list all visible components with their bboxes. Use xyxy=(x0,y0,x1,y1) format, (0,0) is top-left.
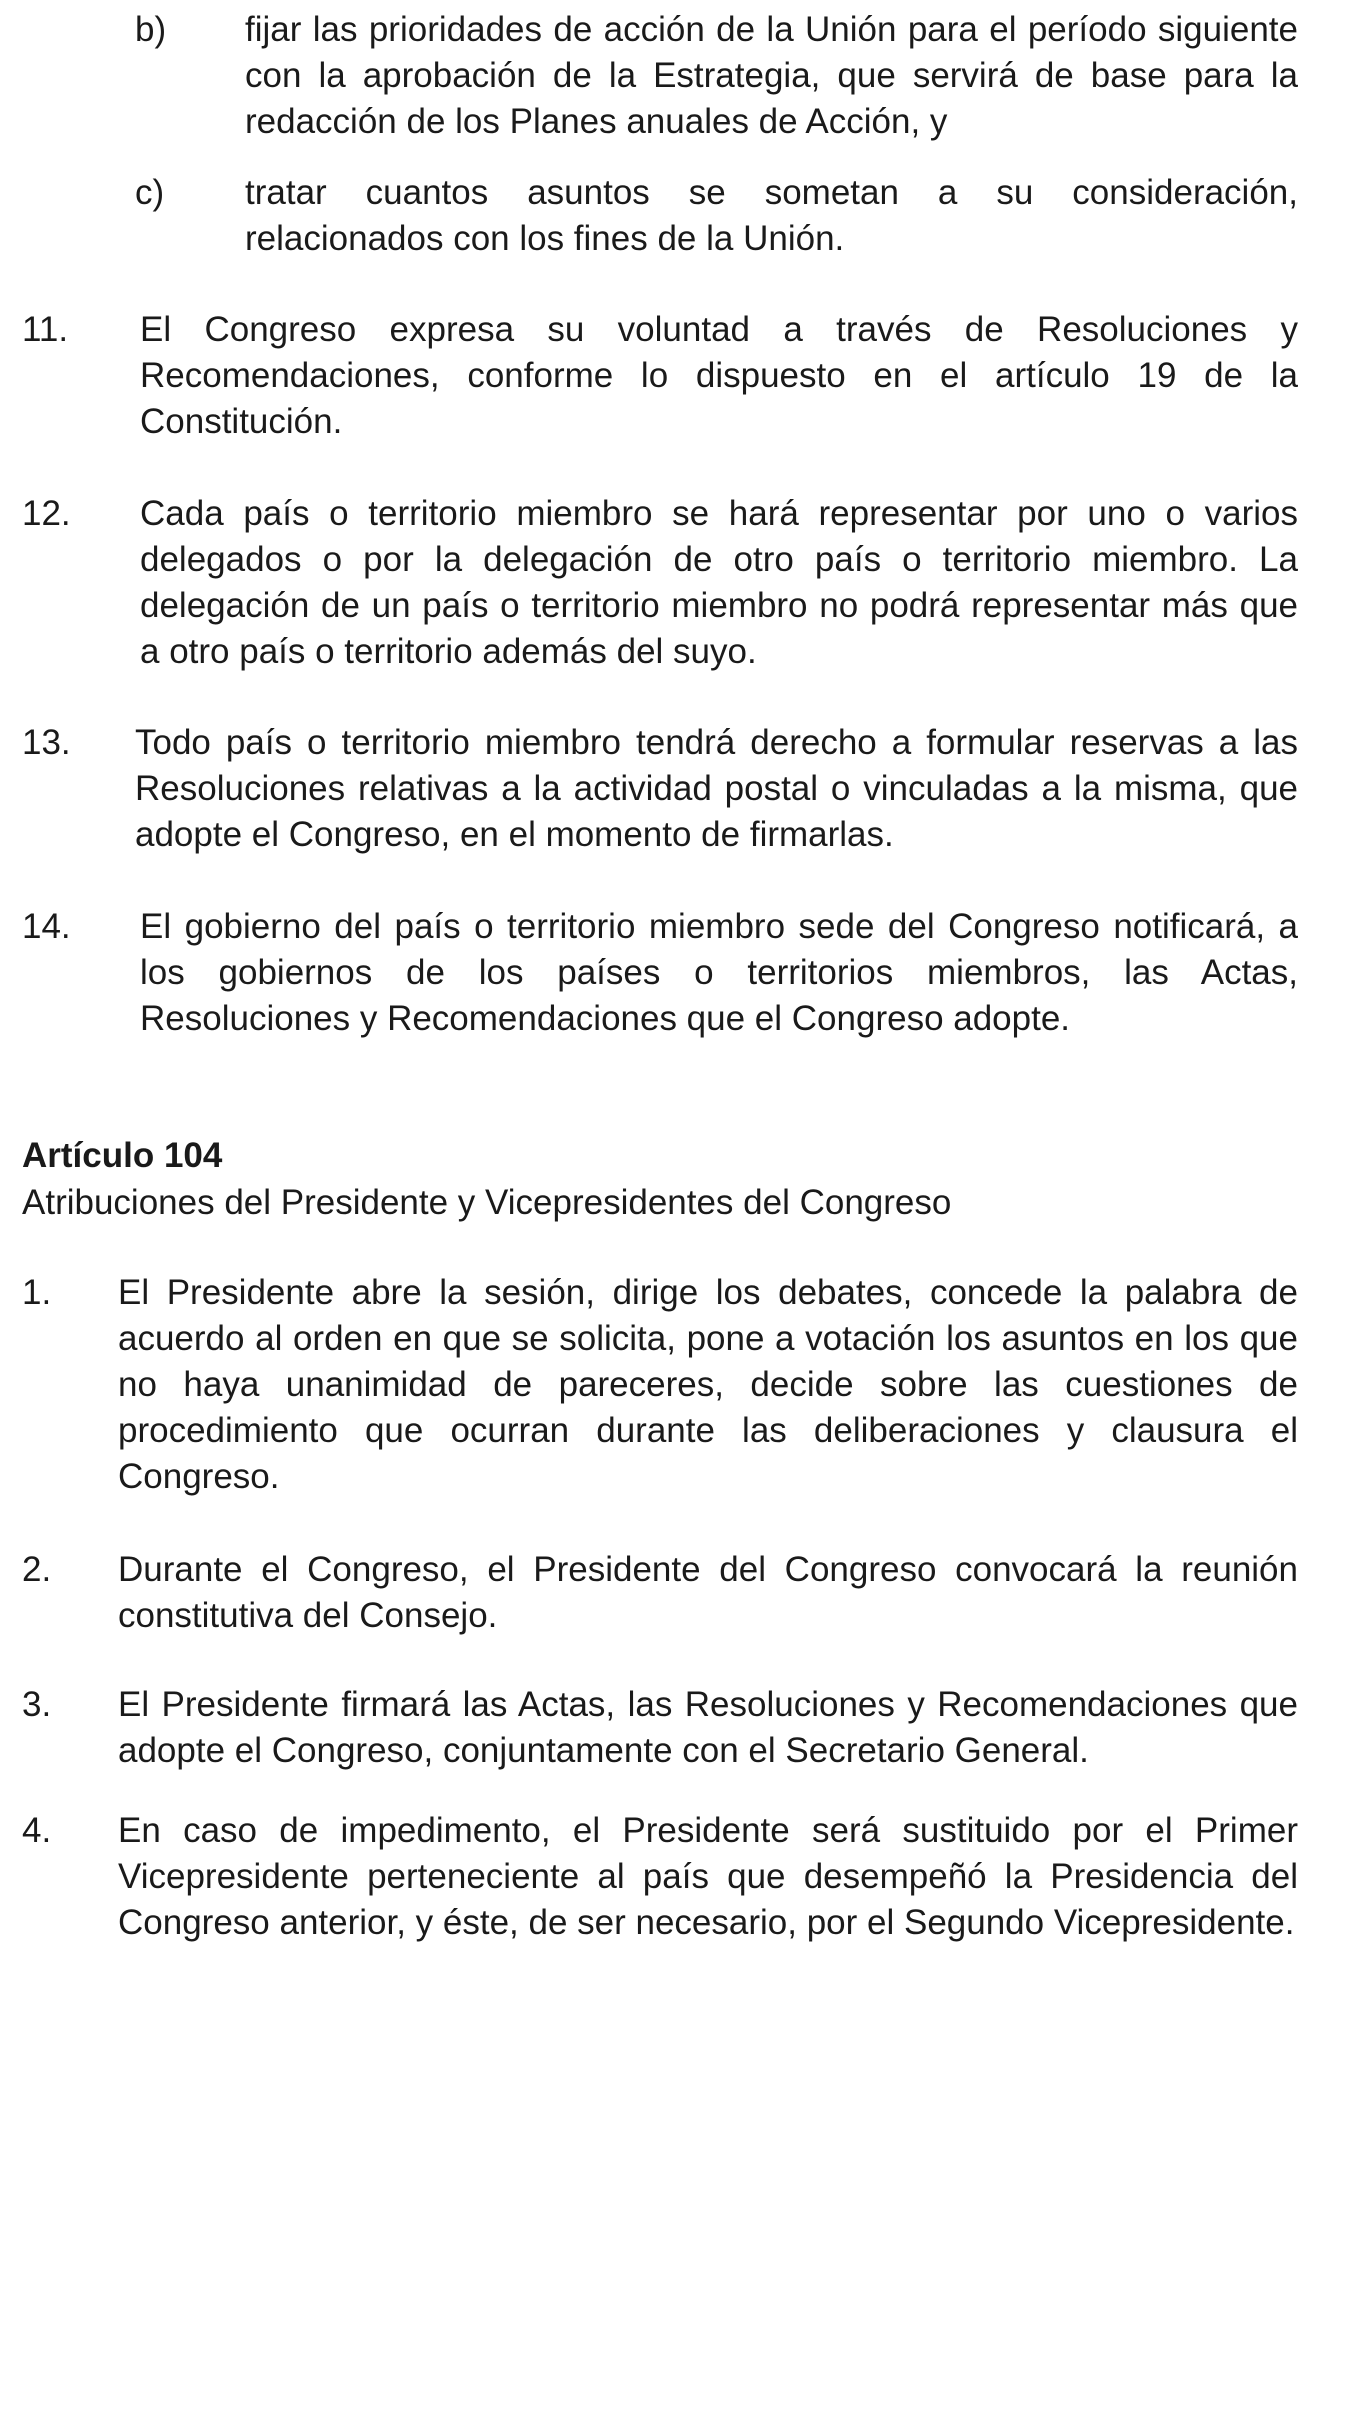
paragraph-number: 4. xyxy=(22,1811,52,1850)
list-marker: c) xyxy=(135,173,165,212)
article-paragraph-4 xyxy=(22,1808,1298,1946)
paragraph-text: El Presidente firmará las Actas, las Resoluciones y Recomendaciones que adopte el Congreso, conjuntamente con el Secretario General. xyxy=(118,1685,1298,1770)
list-item-text: tratar cuantos asuntos se sometan a su consideración, relacionados con los fines de la Unión. xyxy=(245,173,1298,258)
paragraph-11 xyxy=(22,307,1298,445)
list-item-b xyxy=(135,7,1298,145)
paragraph-number: 3. xyxy=(22,1685,52,1724)
paragraph-number: 1. xyxy=(22,1273,52,1312)
paragraph-number: 2. xyxy=(22,1550,52,1589)
article-paragraph-1 xyxy=(22,1270,1298,1500)
article-paragraph-3 xyxy=(22,1682,1298,1774)
article-subtitle: Atribuciones del Presidente y Vicepresidentes del Congreso xyxy=(22,1183,952,1222)
paragraph-text: En caso de impedimento, el Presidente será sustituido por el Primer Vicepresidente perteneciente al país que desempeñó la Presidencia del Congreso anterior, y éste, de ser necesario, por el Segundo Vicepresidente. xyxy=(118,1811,1298,1942)
paragraph-12 xyxy=(22,491,1298,675)
paragraph-13 xyxy=(22,720,1298,858)
list-marker: b) xyxy=(135,10,167,49)
article-paragraph-2 xyxy=(22,1547,1298,1639)
paragraph-number: 13. xyxy=(22,723,71,762)
paragraph-text: Cada país o territorio miembro se hará representar por uno o varios delegados o por la delegación de otro país o territorio miembro. La delegación de un país o territorio miembro no podrá representar más que a otro país o territorio además del suyo. xyxy=(140,494,1298,671)
paragraph-14 xyxy=(22,904,1298,1042)
list-item-text: fijar las prioridades de acción de la Unión para el período siguiente con la aprobación de la Estrategia, que servirá de base para la redacción de los Planes anuales de Acción, y xyxy=(245,10,1298,141)
paragraph-text: El gobierno del país o territorio miembro sede del Congreso notificará, a los gobiernos de los países o territorios miembros, las Actas, Resoluciones y Recomendaciones que el Congreso adopte. xyxy=(140,907,1298,1038)
paragraph-text: El Presidente abre la sesión, dirige los debates, concede la palabra de acuerdo al orden en que se solicita, pone a votación los asuntos en los que no haya unanimidad de pareceres, decide sobre las cuestiones de procedimiento que ocurran durante las deliberaciones y clausura el Congreso. xyxy=(118,1273,1298,1496)
paragraph-text: Durante el Congreso, el Presidente del Congreso convocará la reunión constitutiva del Consejo. xyxy=(118,1550,1298,1635)
paragraph-text: Todo país o territorio miembro tendrá derecho a formular reservas a las Resoluciones relativas a la actividad postal o vinculadas a la misma, que adopte el Congreso, en el momento de firmarlas. xyxy=(135,723,1298,854)
paragraph-text: El Congreso expresa su voluntad a través de Resoluciones y Recomendaciones, conforme lo dispuesto en el artículo 19 de la Constitución. xyxy=(140,310,1298,441)
paragraph-number: 12. xyxy=(22,494,71,533)
paragraph-number: 14. xyxy=(22,907,71,946)
article-title: Artículo 104 xyxy=(22,1136,223,1175)
paragraph-number: 11. xyxy=(22,310,69,349)
list-item-c xyxy=(135,170,1298,262)
